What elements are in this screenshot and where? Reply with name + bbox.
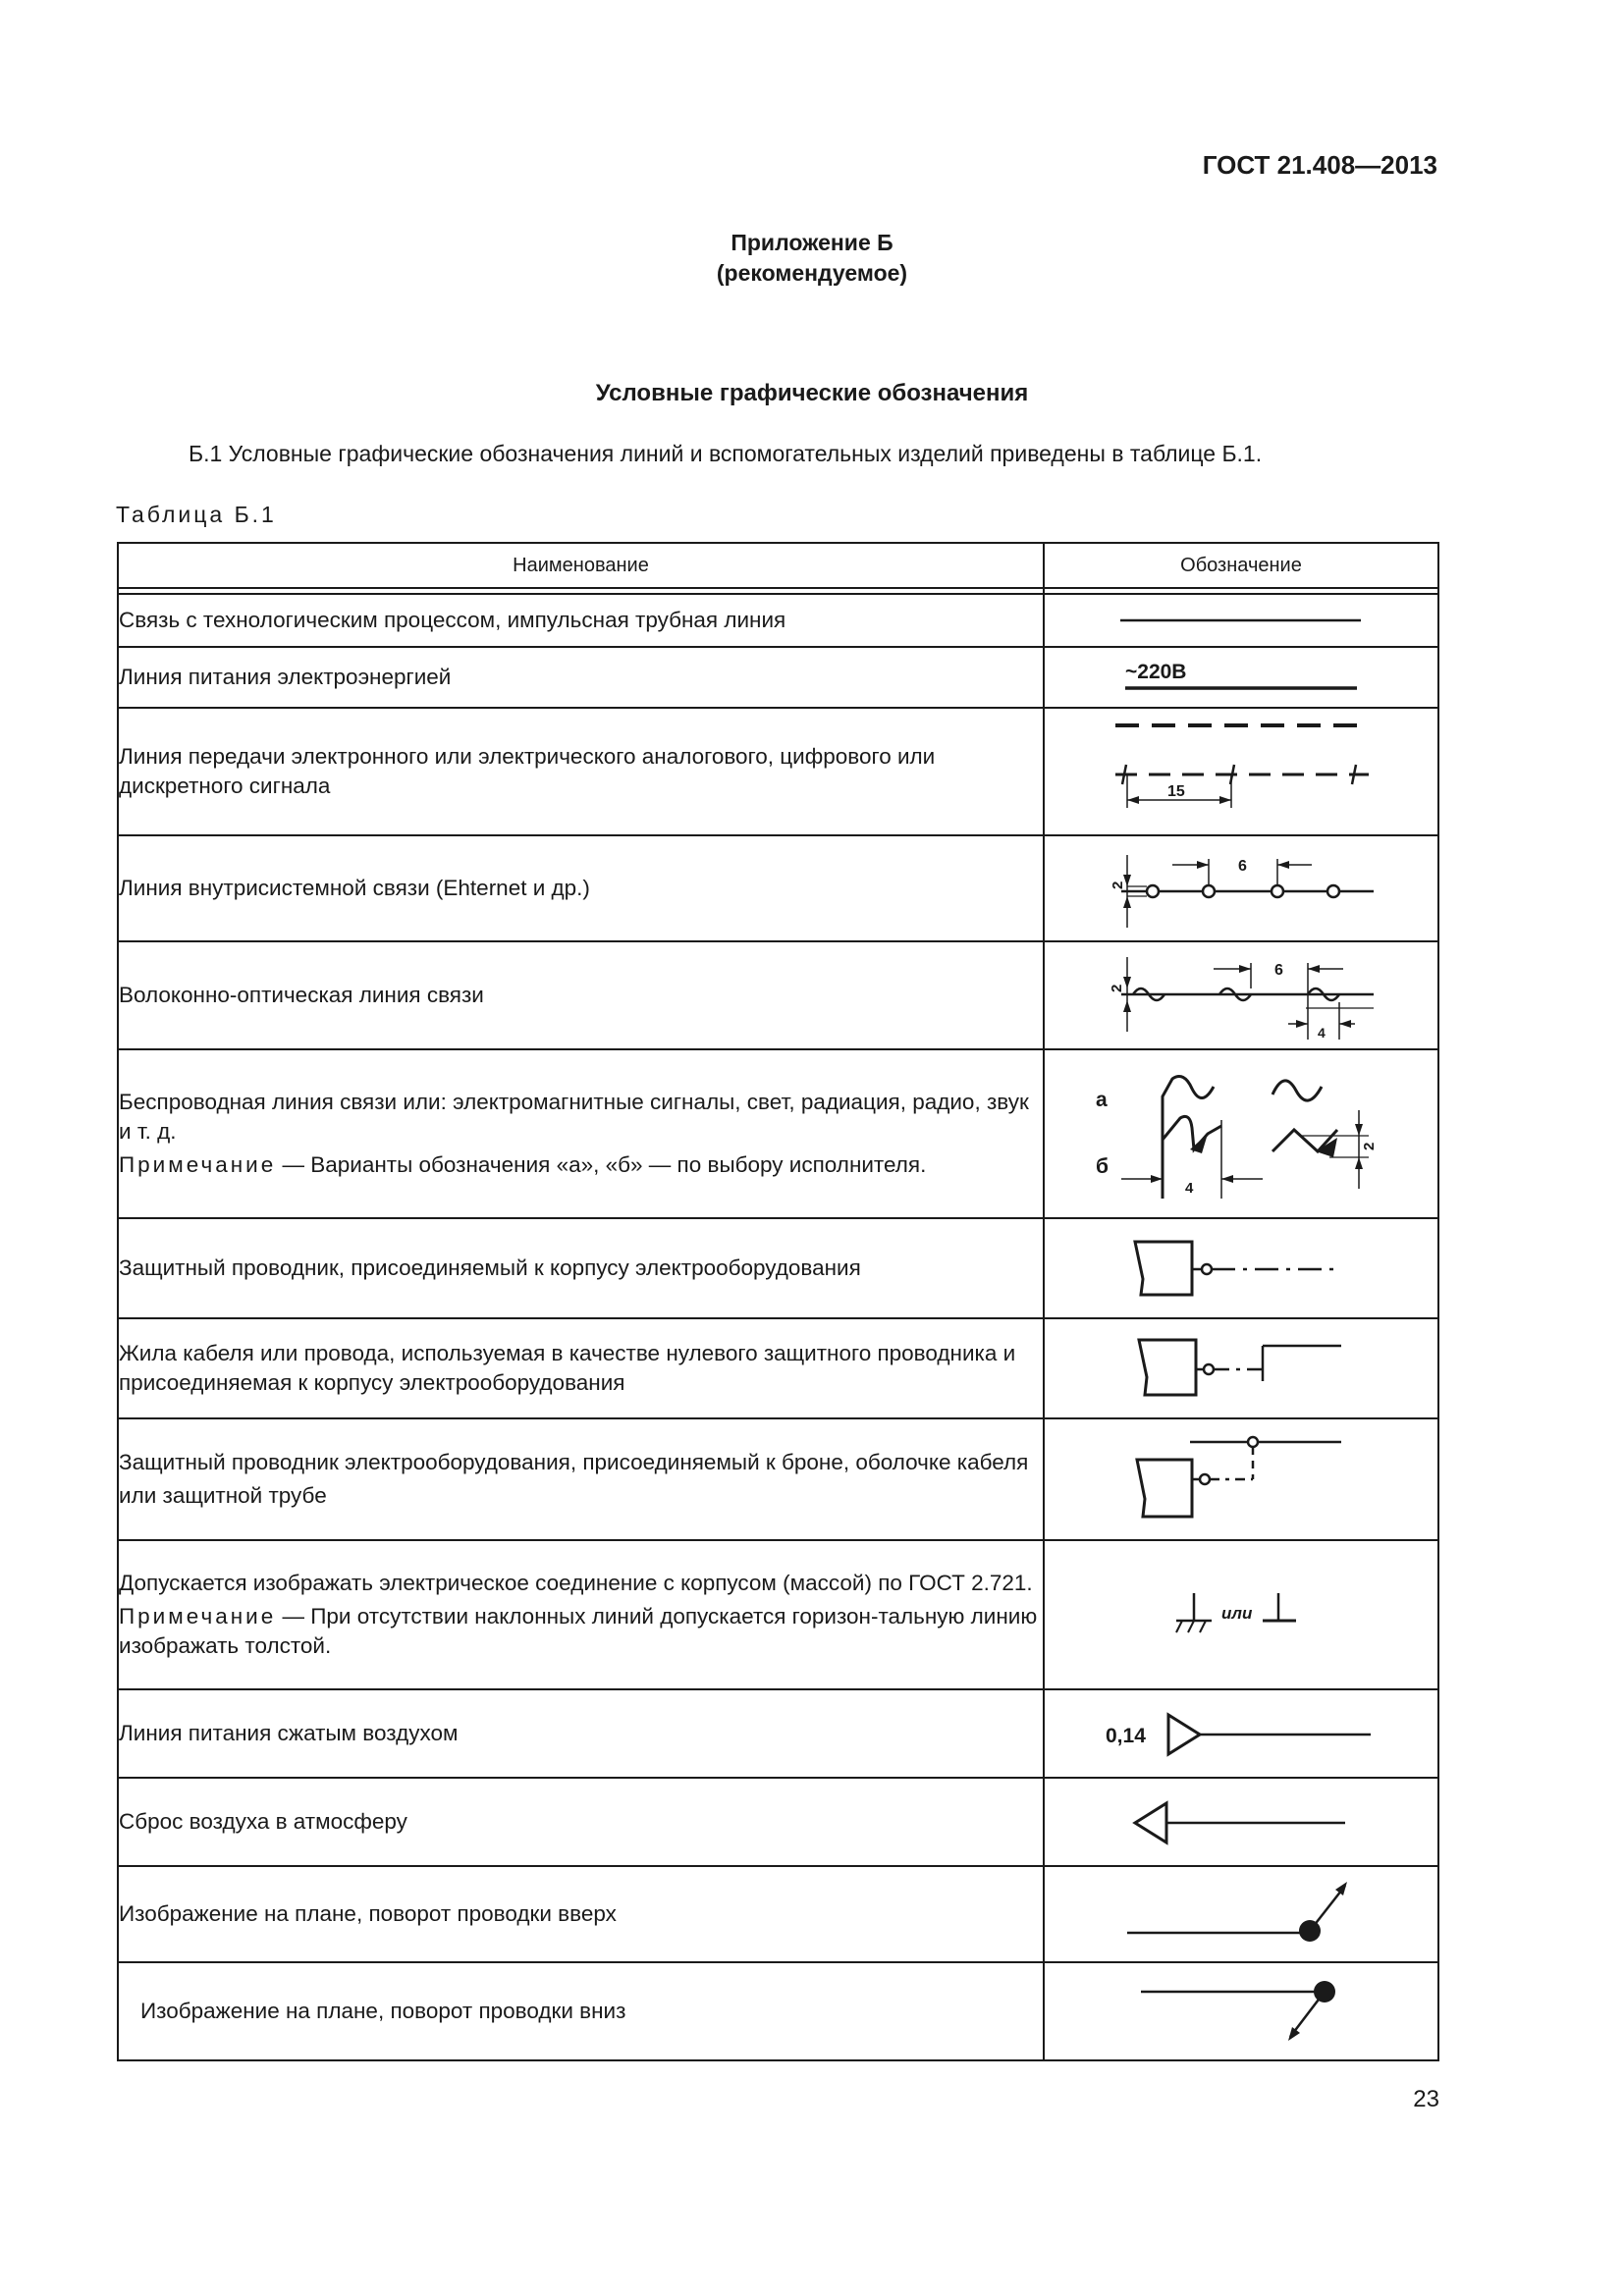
wiring-turn-up-icon [1044, 1866, 1438, 1962]
row-note [119, 1602, 1043, 1661]
row-name: Изображение на плане, поворот проводки вниз [118, 1962, 1044, 2060]
row-name: Изображение на плане, поворот проводки вверх [118, 1866, 1044, 1962]
row-name: Защитный проводник, присоединяемый к корпусу электрооборудования [118, 1218, 1044, 1318]
table-row [118, 1318, 1438, 1418]
row-name: Линия питания электроэнергией [118, 647, 1044, 708]
dim-label: 4 [1185, 1180, 1194, 1197]
table-row [118, 647, 1438, 708]
table-row [118, 1540, 1438, 1689]
dim-label: 6 [1238, 858, 1247, 875]
dim-label: 2 [1361, 1142, 1378, 1150]
neutral-protective-conductor-icon [1044, 1318, 1438, 1418]
table-row [118, 1866, 1438, 1962]
document-id: ГОСТ 21.408—2013 [1202, 150, 1437, 180]
dim-label: 2 [1110, 881, 1126, 889]
dim-label: 15 [1167, 783, 1185, 800]
table-row [118, 708, 1438, 835]
row-name: Линия передачи электронного или электрического аналогового, цифрового или дискретного сигнала [118, 708, 1044, 835]
row-name [118, 1540, 1044, 1689]
appendix-heading [0, 228, 1624, 289]
compressed-air-line-icon [1044, 1689, 1438, 1778]
chassis-ground-icon [1044, 1540, 1438, 1689]
row-name-text: Беспроводная линия связи или: электромагнитные сигналы, свет, радиация, радио, звук и т. д. [119, 1090, 1029, 1144]
row-name: Волоконно-оптическая линия связи [118, 941, 1044, 1049]
column-header-symbol: Обозначение [1044, 543, 1438, 588]
symbols-table [117, 542, 1439, 2061]
note-text: — При отсутствии наклонных линий допускается горизон-тальную линию изображать толстой. [119, 1604, 1038, 1658]
table-row [118, 1778, 1438, 1866]
table-caption: Таблица Б.1 [116, 502, 277, 527]
row-name-extra: или защитной трубе [119, 1483, 327, 1508]
variant-label-b: б [1096, 1155, 1109, 1178]
page-number: 23 [1413, 2086, 1439, 2112]
dim-label: 4 [1318, 1025, 1326, 1041]
wiring-turn-down-icon [1044, 1962, 1438, 2060]
dim-label: 6 [1274, 962, 1283, 979]
row-name: Линия внутрисистемной связи (Ehternet и др.) [118, 835, 1044, 941]
section-title: Условные графические обозначения [595, 380, 1029, 406]
armor-protective-conductor-icon [1044, 1418, 1438, 1540]
protective-conductor-icon [1044, 1218, 1438, 1318]
table-row [118, 941, 1438, 1049]
table-row [118, 1049, 1438, 1218]
ethernet-line-icon [1044, 835, 1438, 941]
table-row [118, 1418, 1438, 1540]
row-name-text: Защитный проводник электрооборудования, присоединяемый к броне, оболочке кабеля [119, 1450, 1029, 1474]
table-row [118, 594, 1438, 647]
dim-label: 2 [1109, 984, 1125, 992]
row-name: Связь с технологическим процессом, импульсная трубная линия [118, 594, 1044, 647]
wireless-line-icon [1044, 1049, 1438, 1218]
or-label: или [1221, 1604, 1253, 1623]
table-row [118, 1689, 1438, 1778]
variant-label-a: а [1096, 1089, 1108, 1111]
table-row [118, 1218, 1438, 1318]
power-line-label: ~220В [1125, 661, 1187, 683]
table-row [118, 835, 1438, 941]
row-name: Сброс воздуха в атмосферу [118, 1778, 1044, 1866]
row-name-text: Допускается изображать электрическое соединение с корпусом (массой) по ГОСТ 2.721. [119, 1571, 1033, 1595]
fiber-optic-line-icon [1044, 941, 1438, 1049]
note-label: Примечание [119, 1604, 277, 1629]
pressure-label: 0,14 [1106, 1725, 1146, 1747]
table-row [118, 1962, 1438, 2060]
table-header-row [118, 543, 1438, 588]
intro-paragraph: Б.1 Условные графические обозначения линий и вспомогательных изделий приведены в таблице Б.1. [189, 441, 1263, 466]
appendix-title: Приложение Б [731, 230, 893, 255]
row-name [118, 1049, 1044, 1218]
row-note [119, 1150, 1043, 1180]
row-name [118, 1418, 1044, 1540]
dashed-signal-line-icon [1044, 708, 1438, 835]
column-header-name: Наименование [118, 543, 1044, 588]
note-text: — Варианты обозначения «а», «б» — по выбору исполнителя. [276, 1152, 927, 1177]
solid-line-icon [1044, 594, 1438, 647]
air-exhaust-icon [1044, 1778, 1438, 1866]
row-name: Линия питания сжатым воздухом [118, 1689, 1044, 1778]
note-label: Примечание [119, 1152, 277, 1177]
appendix-subtitle: (рекомендуемое) [716, 260, 908, 286]
row-name: Жила кабеля или провода, используемая в качестве нулевого защитного проводника и присоединяемая к корпусу электрооборудования [118, 1318, 1044, 1418]
power-line-icon [1044, 647, 1438, 708]
